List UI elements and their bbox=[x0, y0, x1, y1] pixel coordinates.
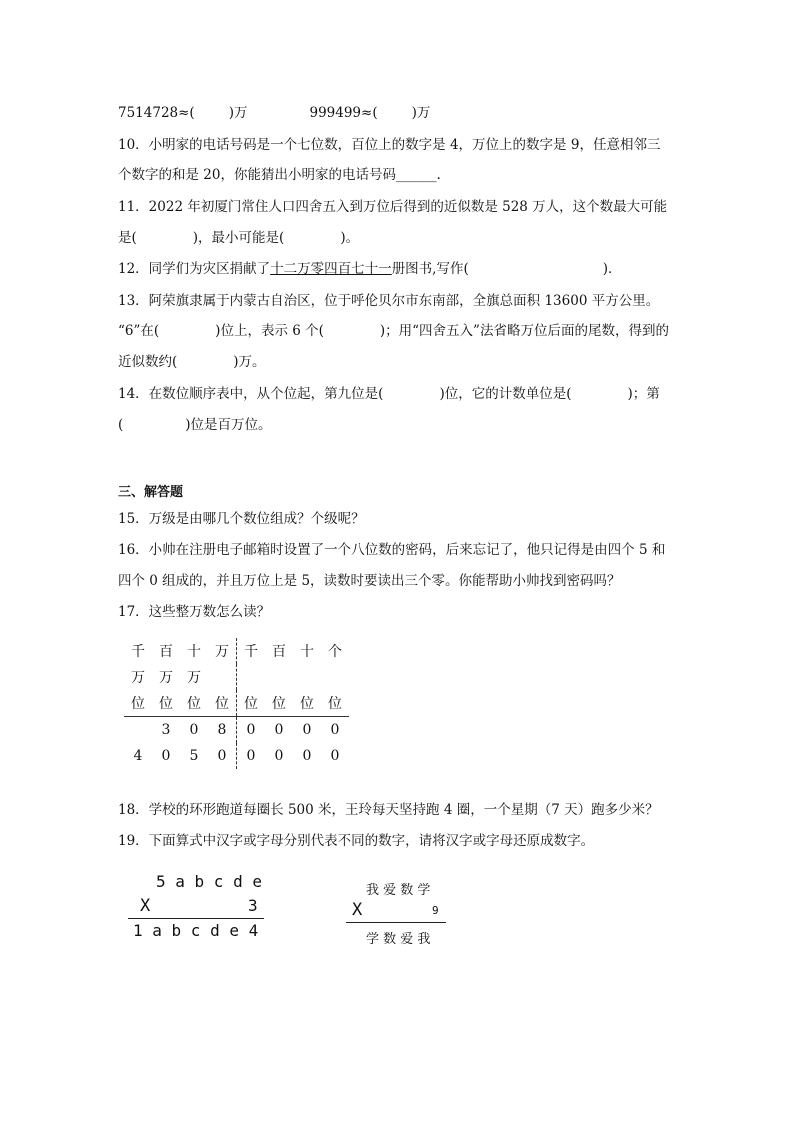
eq1-multiplier: 3 bbox=[248, 896, 258, 915]
eq1-rule bbox=[128, 918, 264, 919]
q16-line1: 16．小帅在注册电子邮箱时设置了一个八位数的密码，后来忘记了，他只记得是由四个 5 和 bbox=[118, 542, 666, 558]
q17-text: 17．这些整万数怎么读？ bbox=[118, 604, 271, 620]
eq2-result: 学 数 爱 我 bbox=[366, 932, 431, 947]
q14-line2: ( )位是百万位。 bbox=[118, 417, 272, 433]
q11-line2: 是( )，最小可能是( )。 bbox=[118, 230, 360, 246]
eq2-times-sign: X bbox=[352, 900, 363, 920]
section-title: 三、解答题 bbox=[118, 485, 184, 500]
table-row: 3 0 8 0 0 0 0 bbox=[124, 717, 349, 744]
q12-line: 12．同学们为灾区捐献了十二万零四百七十一册图书,写作( )． bbox=[118, 261, 622, 277]
table-row: 位 位 位 位 位 位 位 位 bbox=[124, 690, 349, 717]
eq2-multiplier: 9 bbox=[432, 904, 439, 917]
q15-text: 15．万级是由哪几个数位组成？个级呢？ bbox=[118, 511, 365, 527]
q10-line1: 10．小明家的电话号码是一个七位数，百位上的数字是 4，万位上的数字是 9，任意相邻三 bbox=[118, 137, 661, 153]
table-row: 4 0 5 0 0 0 0 0 bbox=[124, 743, 349, 769]
q12-underlined-number: 十二万零四百七十一 bbox=[270, 261, 392, 277]
eq1-result: 1 a b c d e 4 bbox=[133, 921, 259, 940]
table-row: 千 百 十 万 千 百 十 个 bbox=[124, 638, 349, 664]
q9-a-end: )万 bbox=[228, 105, 248, 121]
q9-a-text: 7514728≈( bbox=[118, 105, 195, 121]
q16-line2: 四个 0 组成的，并且万位上是 5，读数时要读出三个零。你能帮助小帅找到密码吗？ bbox=[118, 573, 621, 589]
q13-line3: 近似数约( )万。 bbox=[118, 354, 266, 370]
q13-line1: 13．阿荣旗隶属于内蒙古自治区，位于呼伦贝尔市东南部，全旗总面积 13600 平方公里。 bbox=[118, 293, 660, 309]
q19-text: 19．下面算式中汉字或字母分别代表不同的数字，请将汉字或字母还原成数字。 bbox=[118, 833, 595, 849]
eq1-top: 5 a b c d e bbox=[156, 872, 262, 891]
q13-line2: “6”在( )位上，表示 6 个( )；用“四舍五入”法省略万位后面的尾数，得到的 bbox=[118, 323, 669, 339]
eq2-top: 我 爱 数 学 bbox=[366, 883, 431, 898]
eq2-rule bbox=[346, 922, 446, 923]
q10-line2: 个数字的和是 20，你能猜出小明家的电话号码______. bbox=[118, 167, 441, 183]
table-row: 万 万 万 bbox=[124, 664, 349, 690]
q14-line1: 14．在数位顺序表中，从个位起，第九位是( )位，它的计数单位是( )；第 bbox=[118, 386, 660, 402]
place-value-table bbox=[124, 638, 349, 769]
q11-line1: 11．2022 年初厦门常住人口四舍五入到万位后得到的近似数是 528 万人，这个数最大可能 bbox=[118, 199, 668, 215]
q9-b-end: )万 bbox=[411, 105, 431, 121]
eq1-times-sign: X bbox=[140, 896, 151, 916]
q18-text: 18．学校的环形跑道每圈长 500 米，王玲每天坚持跑 4 圈，一个星期（7 天）跑多少米？ bbox=[118, 802, 659, 818]
q9-tail-line bbox=[118, 104, 430, 122]
q9-b-text: 999499≈( bbox=[309, 105, 378, 121]
